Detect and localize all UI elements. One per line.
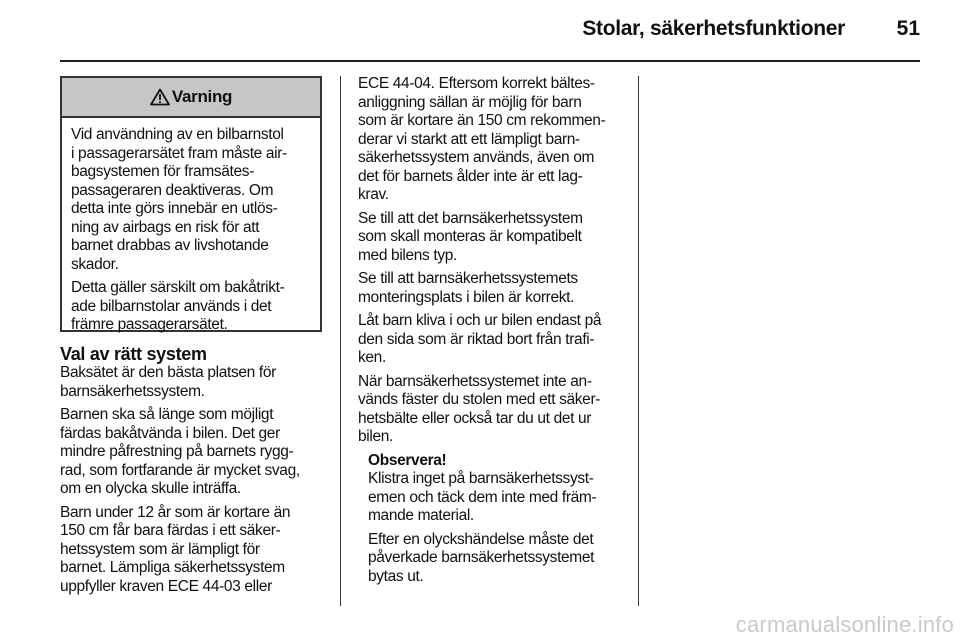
middle-column-body	[358, 75, 634, 591]
text-line: Se till att det barnsäkerhetssystem	[358, 209, 583, 227]
note-block	[368, 452, 634, 587]
text-line: derar vi starkt att ett lämpligt barn-	[358, 130, 580, 148]
text-line: barnsäkerhetssystem.	[60, 382, 205, 400]
text-line: ade bilbarnstolar används i det	[71, 297, 272, 315]
text-line: Vid användning av en bilbarnstol	[71, 126, 284, 143]
text-line: vänds fäster du stolen med ett säker-	[358, 391, 601, 408]
text-line: Efter en olyckshändelse måste det	[368, 530, 594, 548]
text-line: passageraren deaktiveras. Om	[71, 181, 274, 199]
body-paragraph	[358, 312, 634, 368]
text-line: ECE 44-04. Eftersom korrekt bältes-	[358, 75, 595, 92]
text-line: Detta gäller särskilt om bakåtrikt-	[71, 279, 285, 296]
text-line: rad, som fortfarande är mycket svag,	[60, 461, 300, 479]
text-line: Barnen ska så länge som möjligt	[60, 406, 274, 423]
left-column-body	[60, 344, 330, 601]
text-line: ken.	[358, 349, 386, 366]
warning-header	[62, 78, 320, 118]
text-line: i passagerarsätet fram måste air-	[71, 144, 287, 162]
body-paragraph	[60, 364, 330, 401]
warning-title: Varning	[171, 87, 233, 106]
body-paragraph	[358, 210, 634, 266]
text-line: emen och täck dem inte med främ-	[368, 488, 597, 506]
text-line: barnet drabbas av livshotande	[71, 237, 269, 254]
text-line: skador.	[71, 255, 119, 273]
text-line: monteringsplats i bilen är korrekt.	[358, 288, 575, 306]
warning-paragraph	[71, 279, 312, 335]
warning-triangle-icon	[150, 88, 170, 106]
body-paragraph	[358, 373, 634, 447]
text-line: När barnsäkerhetssystemet inte an-	[358, 372, 592, 390]
text-line: hetssystem som är lämpligt för	[60, 540, 260, 558]
note-paragraph	[368, 531, 634, 587]
body-paragraph	[60, 406, 330, 499]
warning-paragraph	[71, 126, 312, 274]
page-number: 51	[896, 17, 920, 40]
text-line: om en olycka skulle inträffa.	[60, 480, 241, 497]
column-divider-right	[638, 76, 639, 606]
text-line: bilen.	[358, 428, 393, 445]
text-line: ning av airbags en risk för att	[71, 218, 260, 236]
note-title: Observera!	[368, 451, 447, 469]
section-heading: Val av rätt system	[60, 344, 207, 364]
text-line: säkerhetssystem används, även om	[358, 149, 595, 166]
page-header-title: Stolar, säkerhetsfunktioner	[582, 17, 845, 40]
column-divider-left	[340, 76, 341, 606]
text-line: hetsbälte eller också tar du ut det ur	[358, 409, 592, 427]
watermark: carmanualsonline.info	[735, 612, 954, 637]
text-line: den sida som är riktad bort från trafi-	[358, 330, 595, 348]
warning-box	[60, 76, 322, 332]
body-paragraph	[60, 504, 330, 597]
text-line: bytas ut.	[368, 567, 424, 585]
text-line: 150 cm får bara färdas i ett säker-	[60, 522, 281, 539]
text-line: barnet. Lämpliga säkerhetssystem	[60, 559, 285, 576]
note-paragraph	[368, 470, 634, 526]
text-line: anliggning sällan är möjlig för barn	[358, 93, 582, 111]
text-line: krav.	[358, 186, 389, 203]
text-line: detta inte görs innebär en utlös-	[71, 200, 278, 217]
body-paragraph	[358, 75, 634, 205]
text-line: påverkade barnsäkerhetssystemet	[368, 549, 595, 566]
text-line: Låt barn kliva i och ur bilen endast på	[358, 312, 602, 329]
text-line: det för barnets ålder inte är ett lag-	[358, 167, 583, 185]
text-line: Se till att barnsäkerhetssystemets	[358, 270, 578, 287]
text-line: mande material.	[368, 507, 474, 524]
warning-body	[62, 118, 320, 335]
text-line: som skall monteras är kompatibelt	[358, 228, 582, 245]
header-rule	[60, 60, 920, 62]
text-line: färdas bakåtvända i bilen. Det ger	[60, 424, 280, 442]
text-line: som är kortare än 150 cm rekommen-	[358, 112, 606, 129]
text-line: Barn under 12 år som är kortare än	[60, 503, 291, 521]
body-paragraph	[358, 270, 634, 307]
text-line: Baksätet är den bästa platsen för	[60, 364, 276, 381]
text-line: med bilens typ.	[358, 246, 457, 264]
text-line: uppfyller kraven ECE 44-03 eller	[60, 577, 272, 595]
text-line: Klistra inget på barnsäkerhetssyst-	[368, 470, 594, 487]
text-line: bagsystemen för framsätes-	[71, 163, 255, 180]
text-line: främre passagerarsätet.	[71, 316, 228, 333]
text-line: mindre påfrestning på barnets rygg-	[60, 443, 294, 460]
